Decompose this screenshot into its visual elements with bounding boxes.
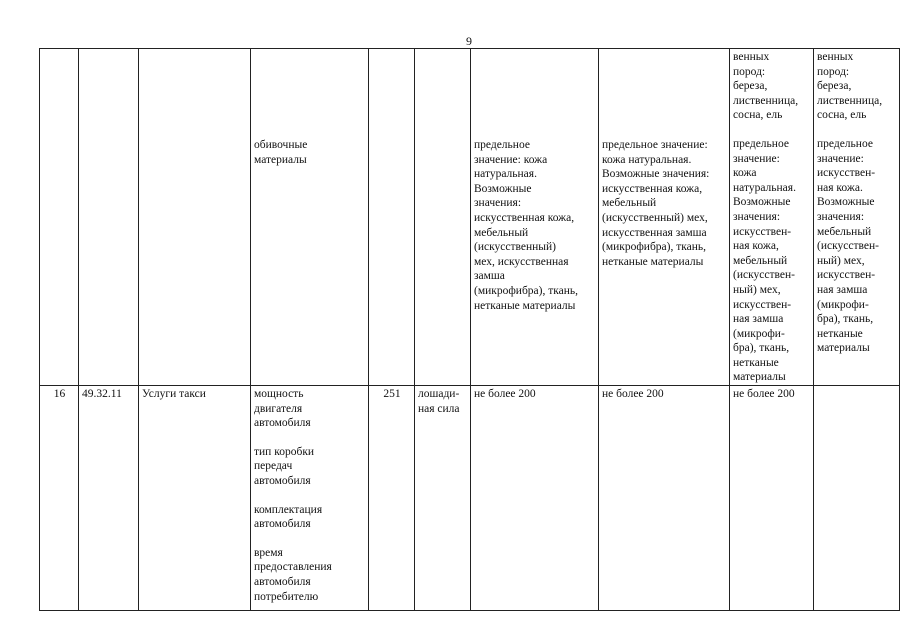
value-text: предельное значение: искусствен- ная кожа. Возможные значения: мебельный (искусствен- ный) мех, искусствен- ная замша (микрофи- бра), ткань, нетканые материалы (817, 137, 879, 355)
value-text: предельное значение: кожа натуральная. Возможные значения: искусственная кожа, мебельный (искусственный) мех, искусственная замша (микрофибра), ткань, нетканые материалы (602, 139, 710, 268)
unit-name: лошади- ная сила (415, 386, 471, 611)
value-col9: не более 200 (730, 386, 814, 611)
characteristics-table (39, 48, 900, 611)
value-text: предельное значение: кожа натуральная. Возможные значения: искусствен- ная кожа, мебельный (искусствен- ный) мех, искусствен- ная замша (микрофи- бра), ткань, нетканые материалы (733, 137, 796, 384)
cell-value-col7 (471, 49, 599, 386)
value-text: предельное значение: кожа натуральная. Возможные значения: искусственная кожа, мебельный (искусственный) мех, искусственная замша (микрофибра), ткань, нетканые материалы (474, 139, 579, 312)
table-row (40, 386, 900, 611)
value-col8: не более 200 (599, 386, 730, 611)
table-row (40, 49, 900, 386)
unit-code: 251 (369, 386, 415, 611)
value-text-top: венных пород: береза, лиственница, сосна, ель (817, 51, 883, 122)
cell-service-empty (139, 49, 251, 386)
characteristic-engine-power: мощность двигателя автомобиля (254, 388, 311, 430)
value-col10 (814, 386, 900, 611)
page-number: 9 (466, 34, 472, 48)
value-col7: не более 200 (471, 386, 599, 611)
service-name: Услуги такси (139, 386, 251, 611)
value-text-top: венных пород: береза, лиственница, сосна, ель (733, 51, 799, 122)
characteristic-delivery-time: время предоставления автомобиля потребителю (254, 546, 332, 603)
row-number: 16 (40, 386, 79, 611)
characteristic-upholstery: обивочные материалы (254, 139, 308, 166)
cell-unit-name-empty (415, 49, 471, 386)
characteristic-gearbox: тип коробки передач автомобиля (254, 445, 315, 488)
cell-characteristics (251, 386, 369, 611)
cell-number-empty (40, 49, 79, 386)
characteristic-equipment: комплектация автомобиля (254, 503, 323, 531)
cell-value-col8 (599, 49, 730, 386)
cell-characteristic (251, 49, 369, 386)
okpd-code: 49.32.11 (79, 386, 139, 611)
cell-value-col10 (814, 49, 900, 386)
cell-unit-code-empty (369, 49, 415, 386)
cell-code-empty (79, 49, 139, 386)
cell-value-col9 (730, 49, 814, 386)
